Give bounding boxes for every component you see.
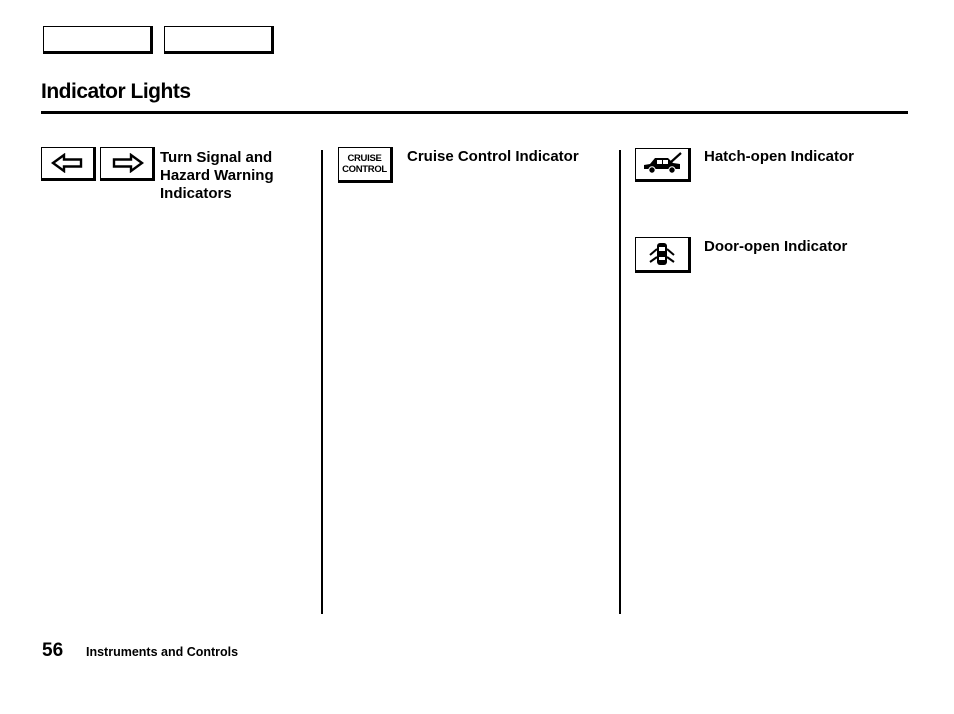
hatch-open-label: Hatch-open Indicator: [704, 148, 855, 165]
section-name: Instruments and Controls: [86, 645, 239, 659]
nav-button-next[interactable]: [164, 26, 274, 54]
nav-button-previous[interactable]: [43, 26, 153, 54]
door-open-label: Door-open Indicator: [704, 238, 848, 255]
right-arrow-icon: [110, 153, 144, 173]
column-divider-2: [619, 150, 621, 614]
title-divider: [41, 111, 908, 114]
left-arrow-icon-box: [41, 147, 96, 181]
column-divider-1: [321, 150, 323, 614]
turn-signal-label: Turn Signal and Hazard Warning Indicators: [160, 149, 274, 202]
cruise-icon-text-line2: CONTROL: [342, 164, 387, 175]
door-open-icon-box: [635, 237, 691, 273]
right-arrow-icon-box: [100, 147, 155, 181]
left-arrow-icon: [51, 153, 85, 173]
cruise-control-label: Cruise Control Indicator: [407, 148, 579, 165]
page-title: Indicator Lights: [41, 80, 191, 103]
car-door-open-icon: [645, 240, 679, 268]
car-hatch-open-icon: [640, 152, 684, 176]
page-number: 56: [42, 640, 64, 661]
cruise-control-icon: [338, 147, 393, 183]
cruise-icon-text-line1: CRUISE: [347, 153, 382, 164]
hatch-open-icon-box: [635, 148, 691, 182]
